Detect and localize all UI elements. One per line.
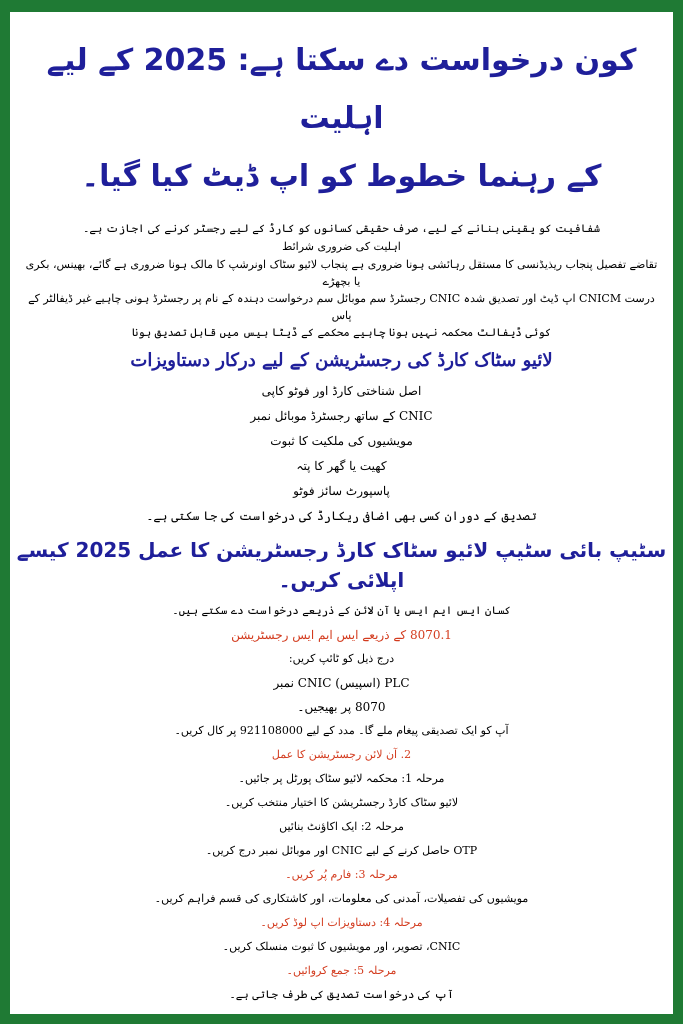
requirement-line-1: تقاضے تفصیل پنجاب ریذیڈنسی کا مستقل رہائشی ہونا ضروری ہے پنجاب لائیو سٹاک اونرشپ کا مالک ہونا ضروری ہے گائے، بھینس، بکری یا بچھڑے	[25, 258, 658, 288]
document-item: کھیت یا گھر کا پتہ	[296, 459, 387, 473]
sms-type-instruction: درج ذیل کو ٹائپ کریں:	[288, 652, 395, 665]
intro-section	[10, 220, 673, 341]
document-item: CNIC کے ساتھ رجسٹرڈ موبائل نمبر	[250, 409, 433, 423]
stage-2-detail: OTP حاصل کرنے کے لیے CNIC اور موبائل نمبر درج کریں۔	[205, 844, 478, 857]
document-item: پاسپورٹ سائز فوٹو	[293, 484, 390, 498]
documents-heading: لائیو سٹاک کارڈ کی رجسٹریشن کے لیے درکار دستاویزات	[130, 350, 553, 371]
document-item: مویشیوں کی ملکیت کا ثبوت	[270, 434, 413, 448]
stage-5-detail: آپ کی درخواست تصدیق کی طرف جاتی ہے۔	[229, 988, 454, 1001]
sms-format: PLC (اسپیس) CNIC نمبر	[273, 676, 410, 690]
online-registration-heading: 2. آن لائن رجسٹریشن کا عمل	[271, 748, 412, 761]
documents-list	[10, 379, 673, 529]
requirement-line-3: کوئی ڈیفالٹ محکمہ نہیں ہونا چاہیے محکمے کے ڈیٹا بیس میں قابل تصدیق ہونا	[131, 326, 552, 339]
process-intro: کسان ایس ایم ایس یا آن لائن کے ذریعے درخواست دے سکتے ہیں۔	[172, 604, 511, 617]
document-item: اصل شناختی کارڈ اور فوٹو کاپی	[261, 384, 422, 398]
process-heading: سٹیپ بائی سٹیپ لائیو سٹاک کارڈ رجسٹریشن کا عمل 2025 کیسے اپلائی کریں۔	[16, 538, 667, 592]
stage-4-title: مرحلہ 4: دستاویزات اپ لوڈ کریں۔	[260, 916, 423, 929]
documents-note: تصدیق کے دوران کسی بھی اضافی ریکارڈ کی درخواست کی جا سکتی ہے۔	[146, 509, 537, 523]
eligibility-heading: اہلیت کی ضروری شرائط	[282, 240, 401, 253]
sms-confirmation: آپ کو ایک تصدیقی پیغام ملے گا۔ مدد کے لیے 921108000 پر کال کریں۔	[174, 724, 509, 737]
requirement-line-2: درست CNICM اپ ڈیٹ اور تصدیق شدہ CNIC رجسٹرڈ سم موبائل سم درخواست دہندہ کے نام پر رجسٹرڈ ہونی چاہیے غیر ڈیفالٹر کے پاس	[28, 292, 655, 322]
article-frame	[10, 12, 673, 1014]
sms-registration-heading: 8070.1 کے ذریعے ایس ایم ایس رجسٹریشن	[231, 628, 452, 642]
process-steps	[10, 599, 673, 1007]
sms-send-number: 8070 پر بھیجیں۔	[297, 700, 386, 714]
article-title-line-2: کے رہنما خطوط کو اپ ڈیٹ کیا گیا۔	[81, 159, 602, 194]
stage-1-title: مرحلہ 1: محکمہ لائیو سٹاک پورٹل پر جائیں۔	[238, 772, 445, 785]
stage-5-title: مرحلہ 5: جمع کروائیں۔	[286, 964, 397, 977]
stage-1-detail: لائیو سٹاک کارڈ رجسٹریشن کا اختیار منتخب کریں۔	[224, 796, 459, 809]
stage-4-detail: CNIC، تصویر، اور مویشیوں کا ثبوت منسلک کریں۔	[222, 940, 461, 953]
transparency-note: شفافیت کو یقینی بنانے کے لیے، صرف حقیقی کسانوں کو کارڈ کے لیے رجسٹر کرنے کی اجازت ہے۔	[82, 222, 601, 235]
stage-3-detail: مویشیوں کی تفصیلات، آمدنی کی معلومات، اور کاشتکاری کی قسم فراہم کریں۔	[154, 892, 529, 905]
stage-3-title: مرحلہ 3: فارم پُر کریں۔	[285, 868, 398, 881]
stage-2-title: مرحلہ 2: ایک اکاؤنٹ بنائیں	[279, 820, 404, 833]
article-title-line-1: کون درخواست دے سکتا ہے: 2025 کے لیے اہلیت	[46, 43, 637, 136]
